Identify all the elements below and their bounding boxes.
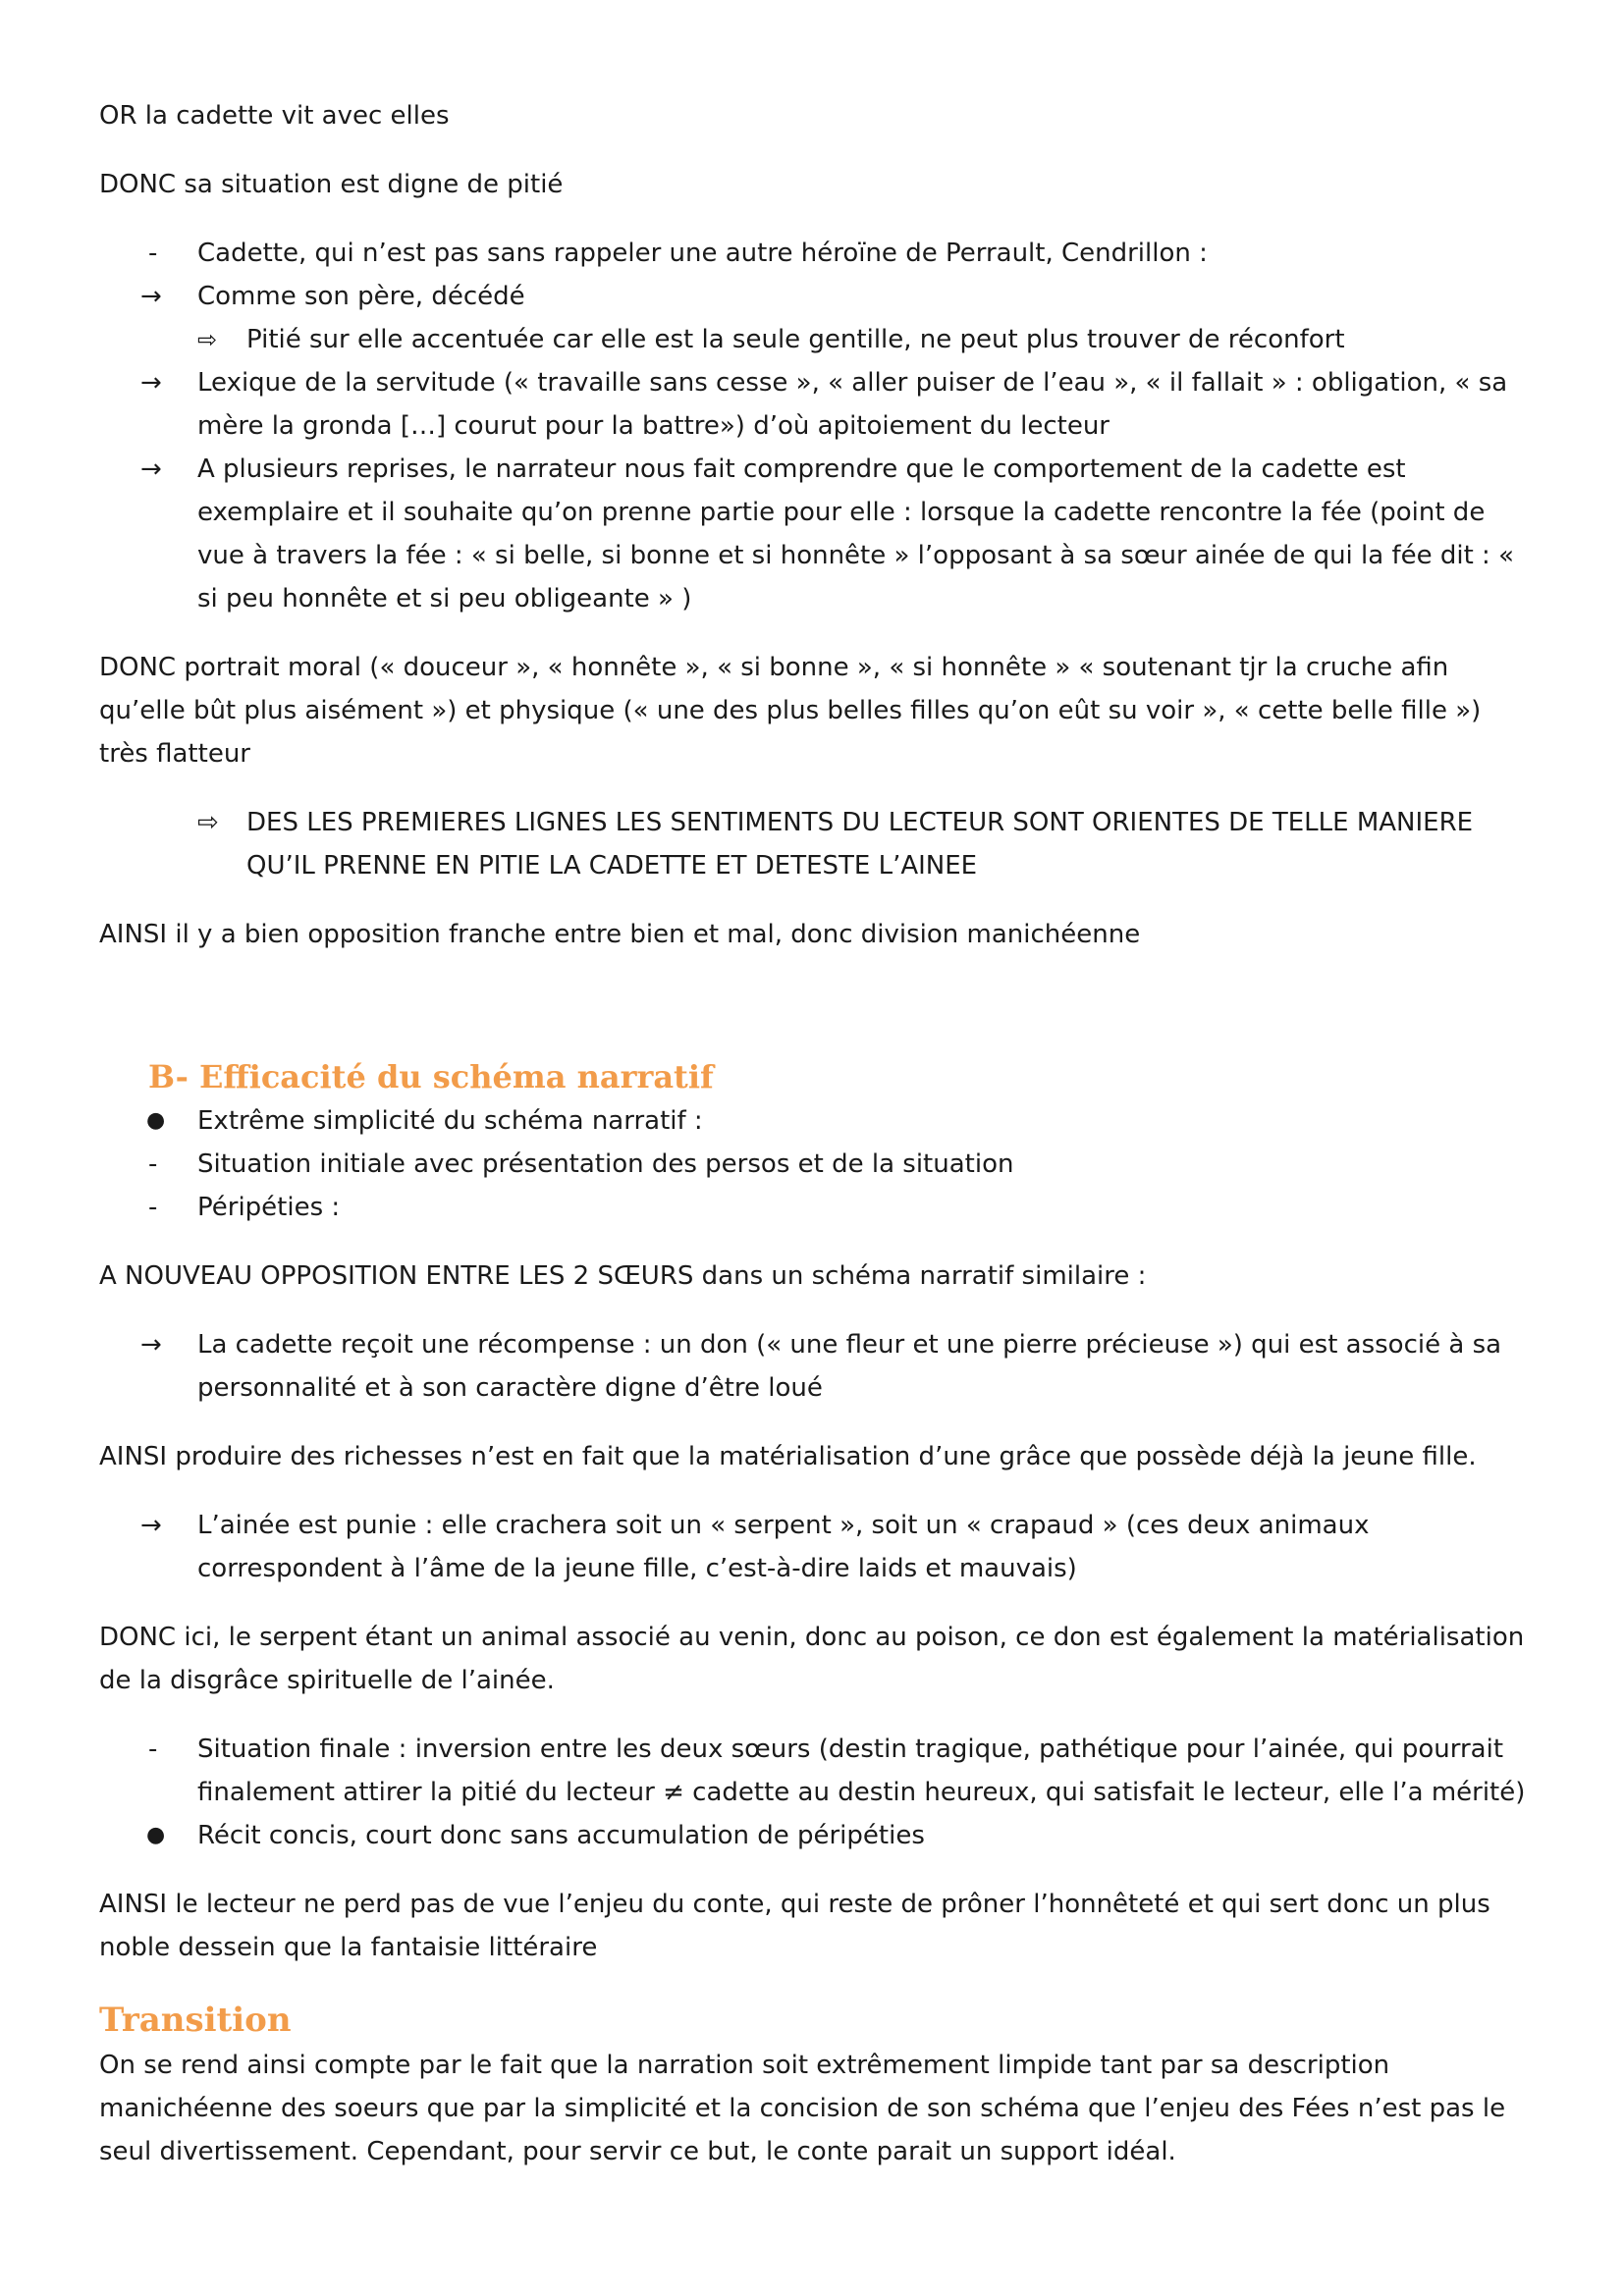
conclusion-text: DES LES PREMIERES LIGNES LES SENTIMENTS DU LECTEUR SONT ORIENTES DE TELLE MANIERE QU’IL PRENNE EN PITIE LA CADETTE ET DETESTE L’AINEE	[246, 808, 1474, 881]
paragraph: AINSI il y a bien opposition franche entre bien et mal, donc division manichéenne	[99, 920, 1141, 949]
dash-marker: -	[148, 1735, 158, 1764]
conclusion-item	[99, 801, 1533, 887]
arrow-icon: →	[140, 368, 162, 398]
paragraph: OR la cadette vit avec elles	[99, 101, 450, 131]
hollow-arrow-icon: ⇨	[197, 326, 218, 353]
list-item-text: Péripéties :	[197, 1193, 341, 1222]
section-letter: B-	[148, 1058, 189, 1095]
paragraph: DONC ici, le serpent étant un animal associé au venin, donc au poison, ce don est également la matérialisation de la disgrâce spirituelle de l’ainée.	[99, 1623, 1525, 1695]
list-item-text: Récit concis, court donc sans accumulation de péripéties	[197, 1821, 925, 1850]
list-item-text: Extrême simplicité du schéma narratif :	[197, 1106, 703, 1136]
paragraph: AINSI le lecteur ne perd pas de vue l’enjeu du conte, qui reste de prôner l’honnêteté et qui sert donc un plus noble dessein que la fantaisie littéraire	[99, 1890, 1490, 1962]
list-item	[99, 361, 1533, 448]
list-schema	[99, 1099, 1533, 1229]
bullet-marker: ●	[146, 1823, 166, 1847]
list-item	[99, 1728, 1533, 1814]
list-item-text: L’ainée est punie : elle crachera soit un « serpent », soit un « crapaud » (ces deux animaux correspondent à l’âme de la jeune fille, c’est-à-dire laids et mauvais)	[197, 1511, 1370, 1583]
list-item-text: La cadette reçoit une récompense : un don (« une fleur et une pierre précieuse ») qui est associé à sa personnalité et à son caractère digne d’être loué	[197, 1330, 1502, 1403]
list-item	[99, 1504, 1533, 1590]
paragraph: DONC portrait moral (« douceur », « honnête », « si bonne », « si honnête » « soutenant tjr la cruche afin qu’elle bût plus aisément ») et physique (« une des plus belles filles qu’on eût su voir », « cette belle fille ») très flatteur	[99, 653, 1482, 769]
transition-paragraph: On se rend ainsi compte par le fait que la narration soit extrêmement limpide tant par sa description manichéenne des soeurs que par la simplicité et la concision de son schéma que l’enjeu des Fées n’est pas le seul divertissement. Cependant, pour servir ce but, le conte parait un support idéal.	[99, 2051, 1506, 2166]
arrow-icon: →	[140, 1511, 162, 1540]
bullet-marker: ●	[146, 1108, 166, 1133]
list-item	[99, 275, 1533, 318]
arrow-icon: →	[140, 1330, 162, 1360]
list-item-text: Lexique de la servitude (« travaille sans cesse », « aller puiser de l’eau », « il fallait » : obligation, « sa mère la gronda […] courut pour la battre») d’où apitoiement du lecteur	[197, 368, 1508, 441]
list-item-text: Cadette, qui n’est pas sans rappeler une autre héroïne de Perrault, Cendrillon :	[197, 239, 1208, 268]
list-item-text: A plusieurs reprises, le narrateur nous fait comprendre que le comportement de la cadette est exemplaire et il souhaite qu’on prenne partie pour elle : lorsque la cadette rencontre la fée (point de vue à travers la fée : « si belle, si bonne et si honnête » l’opposant à sa sœur ainée de qui la fée dit : « si peu honnête et si peu obligeante » )	[197, 454, 1514, 614]
list-item	[99, 1814, 1533, 1857]
transition-heading: Transition	[99, 2001, 292, 2040]
dash-marker: -	[148, 1149, 158, 1179]
hollow-arrow-icon: ⇨	[197, 808, 219, 837]
list-item-text: Comme son père, décédé	[197, 282, 525, 311]
list-item	[99, 1143, 1533, 1186]
section-title: Efficacité du schéma narratif	[199, 1058, 714, 1095]
list-item	[99, 232, 1533, 275]
list-item-text: Situation initiale avec présentation des persos et de la situation	[197, 1149, 1014, 1179]
list-cadette-situation	[99, 232, 1533, 620]
paragraph: DONC sa situation est digne de pitié	[99, 170, 564, 199]
paragraph: A NOUVEAU OPPOSITION ENTRE LES 2 SŒURS dans un schéma narratif similaire :	[99, 1261, 1147, 1291]
list-item	[99, 318, 1533, 361]
list-item-text: Situation finale : inversion entre les deux sœurs (destin tragique, pathétique pour l’ainée, qui pourrait finalement attirer la pitié du lecteur ≠ cadette au destin heureux, qui satisfait le lecteur, elle l’a mérité)	[197, 1735, 1526, 1807]
dash-marker: -	[148, 1193, 158, 1222]
list-item	[99, 1186, 1533, 1229]
section-heading	[148, 1054, 1533, 1099]
arrow-icon: →	[140, 454, 162, 484]
document-page	[99, 94, 1533, 2173]
list-item-text: Pitié sur elle accentuée car elle est la seule gentille, ne peut plus trouver de réconfort	[246, 325, 1345, 354]
dash-marker: -	[148, 239, 158, 268]
list-item	[99, 1323, 1533, 1410]
list-item	[99, 1099, 1533, 1143]
paragraph: AINSI produire des richesses n’est en fait que la matérialisation d’une grâce que possède déjà la jeune fille.	[99, 1442, 1477, 1471]
arrow-icon: →	[140, 282, 162, 311]
list-final	[99, 1728, 1533, 1857]
list-item	[99, 448, 1533, 620]
